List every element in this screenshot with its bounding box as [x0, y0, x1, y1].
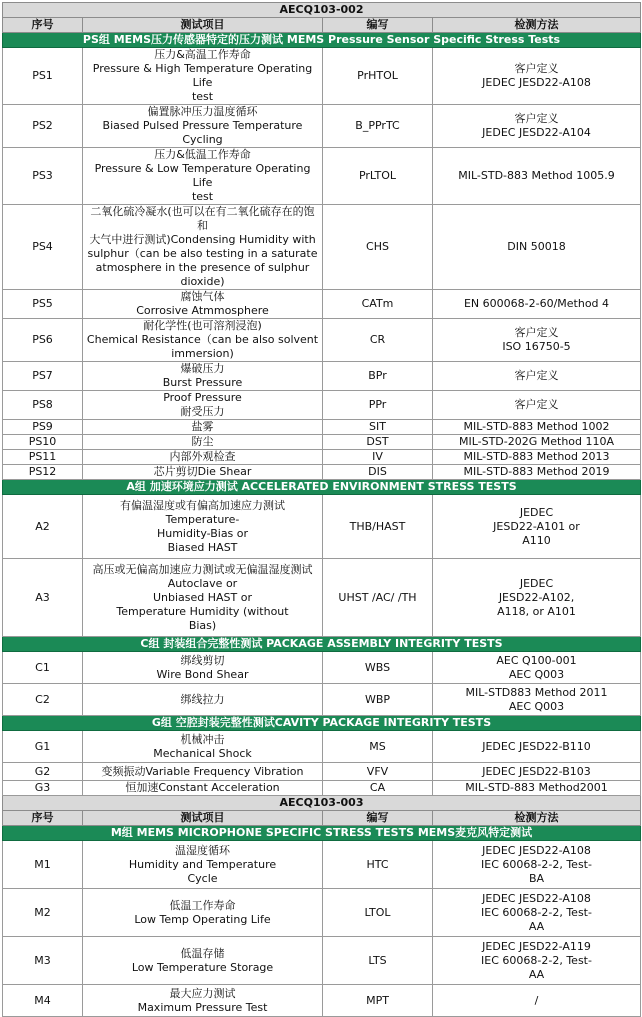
test-method — [433, 450, 641, 465]
test-method-line: A110 — [522, 533, 551, 547]
table-row — [3, 148, 641, 205]
test-method-line: MIL-STD-883 Method 1005.9 — [458, 169, 615, 182]
test-id: PS1 — [3, 48, 83, 105]
test-item — [83, 763, 323, 781]
test-method — [433, 495, 641, 559]
section-heading-row — [3, 480, 641, 495]
test-method — [433, 391, 641, 420]
test-item-line: Humidity and Temperature — [128, 857, 277, 871]
table-row — [3, 435, 641, 450]
column-header: 编写 — [323, 18, 433, 33]
test-item-line: 变频振动Variable Frequency Vibration — [101, 764, 304, 778]
test-method-line: 客户定义 — [514, 326, 559, 339]
test-code: BPr — [323, 362, 433, 391]
test-code: WBS — [323, 652, 433, 684]
test-method — [433, 985, 641, 1017]
test-item-line: 低温存储 — [180, 946, 225, 960]
test-item-line: 腐蚀气体 — [180, 290, 225, 303]
test-item-line: Pressure & Low Temperature Operating Life — [94, 162, 311, 189]
test-method-line: EN 600068-2-60/Method 4 — [463, 297, 610, 310]
test-item-line: 盐雾 — [191, 420, 214, 433]
test-method — [433, 148, 641, 205]
test-id: PS11 — [3, 450, 83, 465]
test-item-line: Cycle — [187, 871, 218, 885]
test-item-line: 绑线剪切 — [180, 653, 225, 667]
table-row — [3, 290, 641, 319]
test-item — [83, 450, 323, 465]
test-item — [83, 465, 323, 480]
doc-title-row — [3, 3, 641, 18]
test-code: IV — [323, 450, 433, 465]
test-method-line: A118, or A101 — [497, 604, 576, 618]
test-method-line: MIL-STD-883 Method2001 — [465, 781, 608, 794]
test-item-line: 防尘 — [191, 435, 214, 448]
column-header: 测试项目 — [83, 18, 323, 33]
test-code: PPr — [323, 391, 433, 420]
test-method-line: MIL-STD-202G Method 110A — [458, 435, 615, 448]
test-code: CA — [323, 781, 433, 796]
test-method-line: 客户定义 — [514, 398, 559, 411]
test-method — [433, 290, 641, 319]
test-method-line: JEDEC — [519, 576, 554, 590]
test-code: CR — [323, 319, 433, 362]
test-item-line: Temperature- — [165, 512, 240, 526]
test-method — [433, 105, 641, 148]
test-id: PS3 — [3, 148, 83, 205]
test-item-line: 压力&高温工作寿命 — [154, 48, 251, 61]
test-item-line: test — [191, 190, 214, 203]
section-heading: A组 加速环境应力测试 ACCELERATED ENVIRONMENT STRESS TESTS — [3, 480, 641, 495]
test-method-line: AA — [528, 919, 545, 933]
table-row — [3, 652, 641, 684]
test-id: PS7 — [3, 362, 83, 391]
test-method — [433, 362, 641, 391]
test-item-line: 大气中进行测试)Condensing Humidity with — [89, 233, 316, 246]
test-code: VFV — [323, 763, 433, 781]
table-row — [3, 420, 641, 435]
test-id: M2 — [3, 889, 83, 937]
test-method — [433, 763, 641, 781]
column-header: 检测方法 — [433, 811, 641, 826]
test-code: LTS — [323, 937, 433, 985]
test-item — [83, 731, 323, 763]
test-id: PS8 — [3, 391, 83, 420]
test-item — [83, 420, 323, 435]
spec-table — [2, 2, 641, 1017]
test-item-line: 高压或无偏高加速应力测试或无偏温湿度测试 — [92, 562, 313, 576]
test-item-line: Bias) — [188, 618, 217, 632]
test-item — [83, 937, 323, 985]
test-method-line: AEC Q003 — [508, 667, 565, 681]
test-method-line: IEC 60068-2-2, Test- — [481, 953, 592, 967]
test-method — [433, 420, 641, 435]
test-method — [433, 937, 641, 985]
test-method-line: JEDEC JESD22-A108 — [482, 843, 591, 857]
table-row — [3, 391, 641, 420]
section-heading: M组 MEMS MICROPHONE SPECIFIC STRESS TESTS MEMS麦克风特定测试 — [3, 826, 641, 841]
table-row — [3, 684, 641, 716]
test-item — [83, 559, 323, 637]
test-item — [83, 684, 323, 716]
test-code: CHS — [323, 205, 433, 290]
test-id: C2 — [3, 684, 83, 716]
test-item — [83, 652, 323, 684]
test-id: M4 — [3, 985, 83, 1017]
test-method-line: IEC 60068-2-2, Test- — [481, 905, 592, 919]
test-code: PrLTOL — [323, 148, 433, 205]
test-code: CATm — [323, 290, 433, 319]
test-item-line: Temperature Humidity (without — [116, 604, 289, 618]
table-row — [3, 105, 641, 148]
test-item-line: 压力&低温工作寿命 — [154, 148, 251, 161]
test-method-line: DIN 50018 — [507, 240, 566, 253]
test-code: WBP — [323, 684, 433, 716]
section-heading: PS组 MEMS压力传感器特定的压力测试 MEMS Pressure Sensor Specific Stress Tests — [3, 33, 641, 48]
table-row — [3, 841, 641, 889]
test-id: A3 — [3, 559, 83, 637]
test-method-line: JEDEC — [519, 505, 554, 519]
test-item — [83, 391, 323, 420]
column-header: 编写 — [323, 811, 433, 826]
table-row — [3, 731, 641, 763]
table-row — [3, 362, 641, 391]
table-row — [3, 205, 641, 290]
test-method-line: JESD22-A102, — [498, 590, 575, 604]
test-item-line: Low Temp Operating Life — [134, 912, 271, 926]
table-row — [3, 937, 641, 985]
table-row — [3, 763, 641, 781]
test-item-line: 恒加速Constant Acceleration — [125, 781, 280, 794]
test-code: THB/HAST — [323, 495, 433, 559]
test-item-line: Burst Pressure — [162, 376, 243, 389]
test-method-line: IEC 60068-2-2, Test- — [481, 857, 592, 871]
test-method-line: MIL-STD883 Method 2011 — [465, 685, 608, 699]
test-id: PS10 — [3, 435, 83, 450]
test-item — [83, 105, 323, 148]
test-id: G2 — [3, 763, 83, 781]
test-item-line: Chemical Resistance（can be also solvent — [86, 333, 319, 346]
test-item-line: Low Temperature Storage — [131, 960, 274, 974]
test-id: C1 — [3, 652, 83, 684]
test-method — [433, 781, 641, 796]
test-method-line: MIL-STD-883 Method 2013 — [463, 450, 610, 463]
test-item-line: 温湿度循环 — [175, 843, 230, 857]
test-code: B_PPrTC — [323, 105, 433, 148]
test-method — [433, 841, 641, 889]
test-item-line: Proof Pressure — [163, 391, 242, 404]
test-item-line: Autoclave or — [167, 576, 238, 590]
test-item-line: Corrosive Atmmosphere — [136, 304, 269, 317]
test-id: A2 — [3, 495, 83, 559]
test-method-line: MIL-STD-883 Method 1002 — [463, 420, 610, 433]
test-item-line: 低温工作寿命 — [169, 898, 236, 912]
column-header: 序号 — [3, 811, 83, 826]
test-id: PS5 — [3, 290, 83, 319]
test-item — [83, 205, 323, 290]
section-heading-row — [3, 826, 641, 841]
table-row — [3, 781, 641, 796]
test-item — [83, 495, 323, 559]
test-method — [433, 731, 641, 763]
section-heading-row — [3, 637, 641, 652]
test-item — [83, 781, 323, 796]
test-code: PrHTOL — [323, 48, 433, 105]
test-item — [83, 841, 323, 889]
test-method-line: 客户定义 — [514, 62, 559, 75]
test-id: G1 — [3, 731, 83, 763]
test-id: M3 — [3, 937, 83, 985]
test-item-line: Unbiased HAST or — [152, 590, 253, 604]
test-code: DIS — [323, 465, 433, 480]
test-method-line: 客户定义 — [514, 369, 559, 382]
test-method-line: AEC Q100-001 — [496, 653, 577, 667]
test-id: PS4 — [3, 205, 83, 290]
test-item — [83, 362, 323, 391]
test-method-line: JEDEC JESD22-A108 — [482, 891, 591, 905]
test-item-line: 绑线拉力 — [180, 692, 225, 706]
test-method — [433, 889, 641, 937]
test-item-line: sulphur（can be also testing in a saturate — [87, 247, 318, 260]
test-method-line: AA — [528, 967, 545, 981]
test-code: DST — [323, 435, 433, 450]
test-method-line: / — [534, 993, 539, 1007]
test-item — [83, 148, 323, 205]
test-item — [83, 889, 323, 937]
test-item-line: 耐受压力 — [180, 405, 225, 418]
test-method-line: AEC Q003 — [508, 699, 565, 713]
doc-title-row — [3, 796, 641, 811]
test-item — [83, 319, 323, 362]
test-method-line: JESD22-A101 or — [493, 519, 580, 533]
test-id: PS2 — [3, 105, 83, 148]
test-method — [433, 435, 641, 450]
test-item-line: 最大应力测试 — [169, 986, 236, 1000]
test-method — [433, 684, 641, 716]
test-item-line: 有偏温湿度或有偏高加速应力测试 — [120, 498, 285, 512]
test-item — [83, 48, 323, 105]
test-item-line: immersion) — [171, 347, 234, 360]
column-header: 测试项目 — [83, 811, 323, 826]
test-method — [433, 559, 641, 637]
test-method — [433, 205, 641, 290]
section-heading: G组 空腔封装完整性测试CAVITY PACKAGE INTEGRITY TESTS — [3, 716, 641, 731]
test-method — [433, 652, 641, 684]
section-heading-row — [3, 33, 641, 48]
test-id: M1 — [3, 841, 83, 889]
test-method-line: BA — [528, 871, 545, 885]
test-method — [433, 48, 641, 105]
test-item-line: 爆破压力 — [180, 362, 225, 375]
test-code: MS — [323, 731, 433, 763]
test-id: PS6 — [3, 319, 83, 362]
test-item-line: Maximum Pressure Test — [137, 1000, 268, 1014]
section-heading: C组 封装组合完整性测试 PACKAGE ASSEMBLY INTEGRITY TESTS — [3, 637, 641, 652]
header-row — [3, 811, 641, 826]
table-row — [3, 450, 641, 465]
test-method-line: MIL-STD-883 Method 2019 — [463, 465, 610, 478]
test-id: G3 — [3, 781, 83, 796]
test-code: SIT — [323, 420, 433, 435]
table-row — [3, 889, 641, 937]
test-item — [83, 985, 323, 1017]
section-heading-row — [3, 716, 641, 731]
test-method-line: ISO 16750-5 — [502, 340, 571, 353]
test-method-line: JEDEC JESD22-A108 — [482, 76, 591, 89]
test-item-line: 二氧化硫冷凝水(也可以在有二氧化硫存在的饱和 — [90, 205, 315, 232]
header-row — [3, 18, 641, 33]
test-method-line: JEDEC JESD22-A119 — [482, 939, 591, 953]
test-item-line: 机械冲击 — [180, 732, 225, 746]
test-code: UHST /AC/ /TH — [323, 559, 433, 637]
test-method-line: JEDEC JESD22-A104 — [482, 126, 591, 139]
doc-title: AECQ103-002 — [3, 3, 641, 18]
test-code: LTOL — [323, 889, 433, 937]
test-item-line: 芯片剪切Die Shear — [153, 465, 252, 478]
test-item-line: Humidity-Bias or — [156, 526, 249, 540]
table-row — [3, 985, 641, 1017]
table-row — [3, 465, 641, 480]
test-item-line: dioxide) — [180, 275, 225, 288]
spec-table-body — [3, 3, 641, 1017]
table-row — [3, 319, 641, 362]
doc-title: AECQ103-003 — [3, 796, 641, 811]
column-header: 序号 — [3, 18, 83, 33]
test-item-line: Biased Pulsed Pressure Temperature Cycling — [102, 119, 303, 146]
test-item-line: Mechanical Shock — [153, 746, 252, 760]
test-method-line: JEDEC JESD22-B103 — [482, 764, 591, 778]
test-method — [433, 319, 641, 362]
column-header: 检测方法 — [433, 18, 641, 33]
test-item-line: test — [191, 90, 214, 103]
test-item-line: atmosphere in the presence of sulphur — [95, 261, 310, 274]
test-item-line: Biased HAST — [167, 540, 238, 554]
test-item-line: Pressure & High Temperature Operating Life — [92, 62, 313, 89]
test-item-line: 耐化学性(也可溶剂浸泡) — [143, 319, 262, 332]
test-code: MPT — [323, 985, 433, 1017]
test-item — [83, 435, 323, 450]
test-code: HTC — [323, 841, 433, 889]
test-id: PS9 — [3, 420, 83, 435]
test-item — [83, 290, 323, 319]
test-method-line: 客户定义 — [514, 112, 559, 125]
test-id: PS12 — [3, 465, 83, 480]
table-row — [3, 559, 641, 637]
test-method-line: JEDEC JESD22-B110 — [482, 739, 591, 753]
test-item-line: 偏置脉冲压力温度循环 — [147, 105, 258, 118]
table-row — [3, 48, 641, 105]
test-item-line: Wire Bond Shear — [156, 667, 249, 681]
table-row — [3, 495, 641, 559]
test-method — [433, 465, 641, 480]
test-item-line: 内部外观检查 — [169, 450, 236, 463]
